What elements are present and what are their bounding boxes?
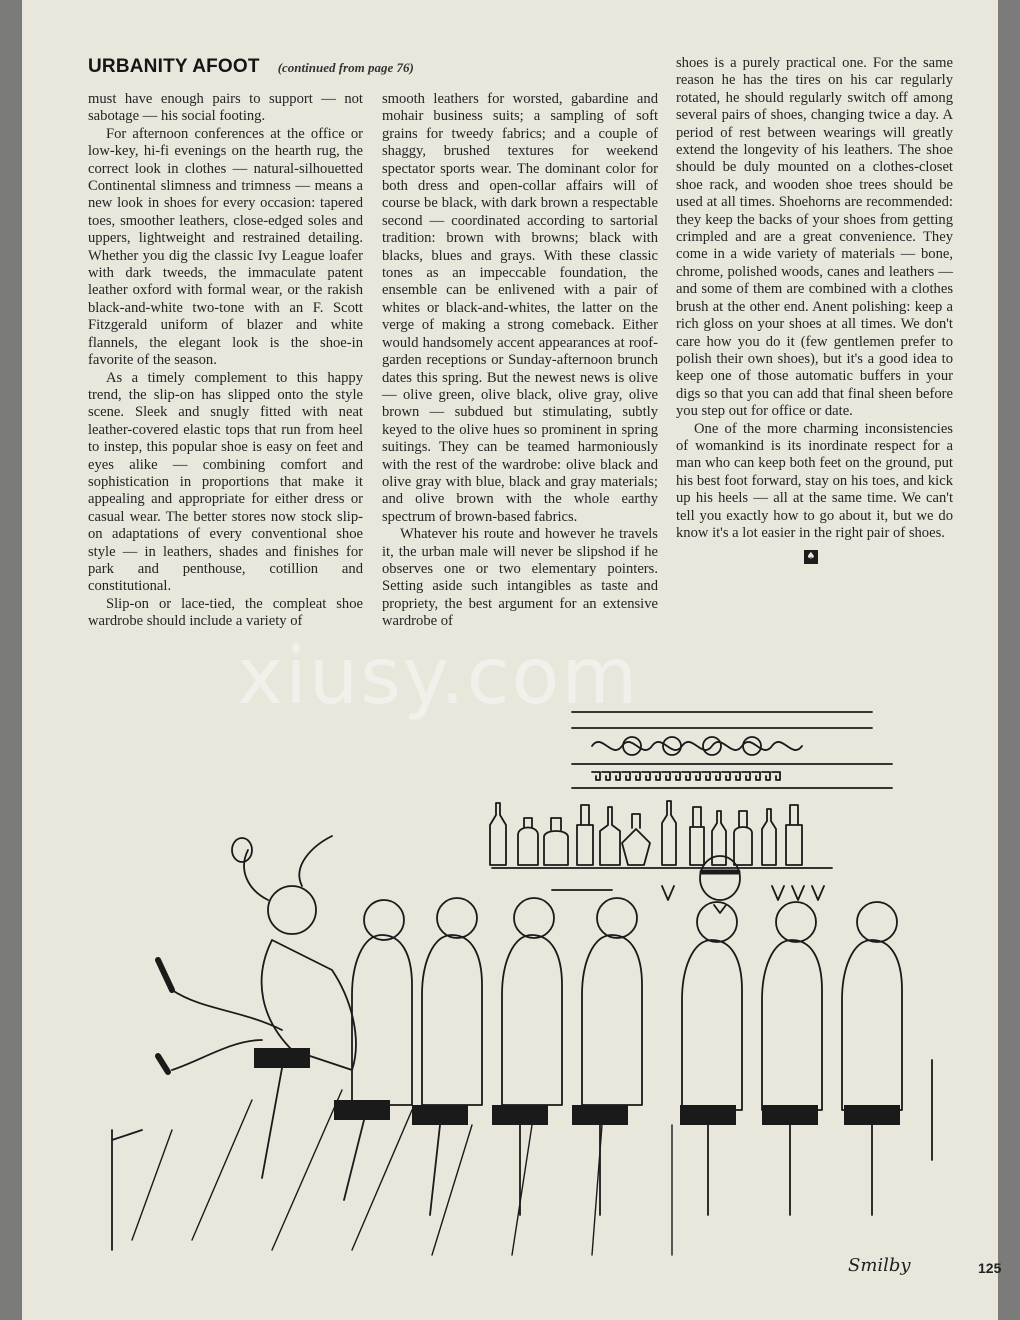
scroll-ornament [592, 737, 802, 755]
article-title: URBANITY AFOOT [88, 56, 260, 77]
greek-key-frieze [592, 772, 780, 780]
text-column-2 [382, 91, 658, 631]
continued-note: (continued from page 76) [277, 60, 414, 75]
artist-signature: Smilby [848, 1255, 911, 1276]
bar-patrons [158, 836, 902, 1215]
paragraph: Whatever his route and however he travels it, the urban male will never be slipshod if he observes one or two elementary pointers. Setting aside such intangibles as taste and propriety, the best argument for an extensive wardrobe of [382, 526, 658, 630]
text-column-1 [88, 91, 363, 631]
magazine-page [22, 0, 1002, 1320]
text-column-3 [676, 55, 953, 565]
paragraph: Slip-on or lace-tied, the compleat shoe wardrobe should include a variety of [88, 595, 363, 630]
paragraph: must have enough pairs to support — not sabotage — his social footing. [88, 91, 363, 125]
paragraph: smooth leathers for worsted, gabardine and mohair business suits; a sampling of soft grains for tweedy fabrics; and a couple of shaggy, brushed textures for weekend spectator sports wear. The dominant color for both dress and open-collar affairs will of course be black, with dark brown a respectable second — coordinated according to sartorial tradition: brown with browns; black with blacks, blues and grays. With these classic tones as an impeccable foundation, the ensemble can be enlivened with a pair of whites or black-and-whites, the latter on the verge of making a strong comeback. Either would handsomely accent appearances at roof-garden receptions or Sunday-afternoon brunch dates this spring. But the newest news is olive — olive green, olive black, olive gray, olive brown — subdued but stimulating, subtly keyed to the olive hues so prominent in spring suitings. They can be teamed harmoniously with the rest of the wardrobe: olive black and olive gray with blue, black and gray materials; and olive brown with the whole earthy spectrum of brown-based fabrics. [382, 91, 658, 525]
article-header [88, 56, 414, 82]
bar-counter [112, 1060, 932, 1250]
paragraph: shoes is a purely practical one. For the same reason he has the tires on his car regularly rotated, he should regularly switch off among several pairs of shoes, changing twice a day. A period of rest between wearings will greatly extend the longevity of his leathers. The shoe should be duly mounted on a clothes-closet shoe rack, and wooden shoe trees should be used at all times. Shoehorns are recommended: they keep the backs of your shoes from getting crimpled and are a great convenience. They come in a wide variety of materials — bone, chrome, polished woods, canes and leathers — and some of them are combined with a clothes brush at the other end. Anent polishing: keep a rich gloss on your shoes at all times. We don't care how you do it (few gentlemen prefer to polish their own shoes), but it's a good idea to keep one of those automatic buffers in your digs so that you can add that final sheen before you step out for office or date. [676, 55, 953, 420]
glasses-row [552, 886, 824, 900]
bottles-shelf [490, 801, 802, 865]
paragraph: One of the more charming inconsistencies of womankind is its inordinate respect for a man who can keep both feet on the ground, put his best foot forward, stay on his toes, and kick up his heels — all at the same time. We can't tell you exactly how to go about it, but we do know it's a lot easier in the right pair of shoes. [676, 420, 953, 541]
paragraph: For afternoon conferences at the office or low-key, hi-fi evenings on the hearth rug, the correct look in clothes — natural-silhouetted Continental slimness and trimness — means a new look in shoes for every occasion: tapered toes, smoother leathers, close-edged soles and uppers, lightweight and restrained detailing. Whether you dig the classic Ivy League loafer with dark tweeds, the immaculate patent leather oxford with formal wear, or the rakish black-and-white two-tone with an F. Scott Fitzgerald uniform of blazer and white flannels, the elegant look is the shoe-in favorite of the season. [88, 125, 363, 369]
bar-cartoon-illustration [72, 700, 952, 1260]
paragraph: As a timely complement to this happy trend, the slip-on has slipped onto the style scene. Sleek and snugly fitted with neat leather-covered elastic tops that run from heel to instep, this popular shoe is easy on feet and eyes alike — combining comfort and sophistication in proportions that make it appealing and appropriate for either dress or casual wear. The better stores now stock slip-on adaptations of every conventional shoe style — in leathers, shades and finishes for park and penthouse, cotillion and constitutional. [88, 369, 363, 595]
watermark: xiusy.com [237, 632, 640, 722]
page-number: 125 [978, 1260, 1002, 1276]
end-mark-icon: ♠ [804, 550, 818, 564]
